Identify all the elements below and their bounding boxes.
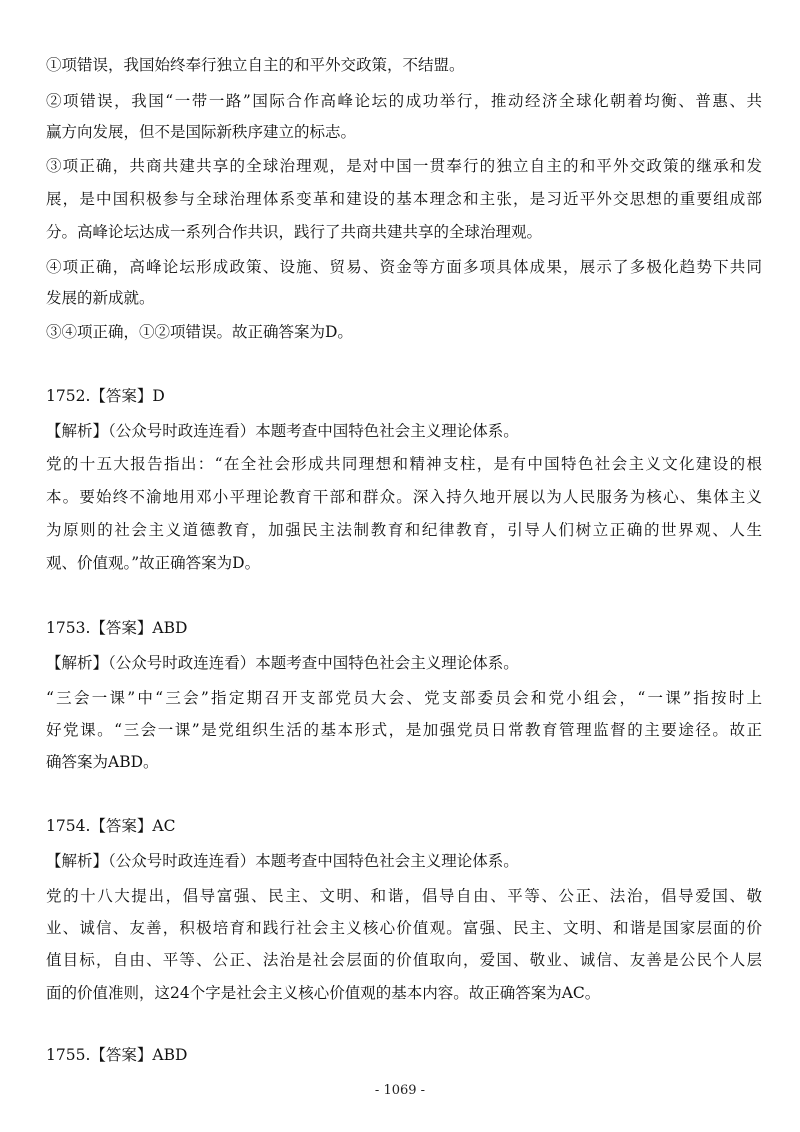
text-line: 观、价值观。”故正确答案为D。	[46, 554, 261, 572]
text-line: 党的十八大提出，倡导富强、民主、文明、和谐，倡导自由、平等、公正、法治，倡导爱国、敬	[46, 887, 762, 905]
text-line: ②项错误，我国“一带一路”国际合作高峰论坛的成功举行，推动经济全球化朝着均衡、普惠、共	[46, 92, 762, 110]
text-line: ③项正确，共商共建共享的全球治理观，是对中国一贯奉行的独立自主的和平外交政策的继承和发	[46, 157, 762, 175]
analysis-label: 【解析】（公众号时政连连看）本题考查中国特色社会主义理论体系。	[46, 654, 519, 672]
text-line: 展，是中国积极参与全球治理体系变革和建设的基本理念和主张，是习近平外交思想的重要组成部	[46, 190, 762, 208]
text-line: ④项正确，高峰论坛形成政策、设施、贸易、资金等方面多项具体成果，展示了多极化趋势下共同	[46, 258, 762, 276]
text-line: “三会一课”中“三会”指定期召开支部党员大会、党支部委员会和党小组会，“一课”指按时上	[46, 689, 762, 707]
answer-heading: 1753.【答案】ABD	[46, 619, 188, 637]
text-line: 值目标，自由、平等、公正、法治是社会层面的价值取向，爱国、敬业、诚信、友善是公民个人层	[46, 951, 762, 969]
answer-heading: 1754.【答案】AC	[46, 817, 176, 835]
text-line: ③④项正确，①②项错误。故正确答案为D。	[46, 323, 353, 341]
page-number: - 1069 -	[374, 1083, 426, 1098]
text-line: 发展的新成就。	[46, 289, 155, 307]
analysis-label: 【解析】（公众号时政连连看）本题考查中国特色社会主义理论体系。	[46, 422, 519, 440]
text-line: 分。高峰论坛达成一系列合作共识，践行了共商共建共享的全球治理观。	[46, 223, 543, 241]
text-line: 党的十五大报告指出：“在全社会形成共同理想和精神支柱，是有中国特色社会主义文化建设的根	[46, 455, 762, 473]
text-line: 赢方向发展，但不是国际新秩序建立的标志。	[46, 123, 357, 141]
text-line: 为原则的社会主义道德教育，加强民主法制教育和纪律教育，引导人们树立正确的世界观、人生	[46, 521, 762, 539]
text-line: 业、诚信、友善，积极培育和践行社会主义核心价值观。富强、民主、文明、和谐是国家层面的价	[46, 919, 762, 937]
analysis-label: 【解析】（公众号时政连连看）本题考查中国特色社会主义理论体系。	[46, 852, 519, 870]
text-line: 面的价值准则，这24个字是社会主义核心价值观的基本内容。故正确答案为AC。	[46, 984, 601, 1002]
answer-heading: 1755.【答案】ABD	[46, 1046, 188, 1064]
text-line: ①项错误，我国始终奉行独立自主的和平外交政策，不结盟。	[46, 56, 465, 74]
answer-heading: 1752.【答案】D	[46, 387, 165, 405]
text-line: 本。要始终不渝地用邓小平理论教育干部和群众。深入持久地开展以为人民服务为核心、集体主义	[46, 488, 762, 506]
text-line: 好党课。“三会一课”是党组织生活的基本形式，是加强党员日常教育管理监督的主要途径。故正	[46, 721, 762, 739]
text-line: 确答案为ABD。	[46, 753, 159, 771]
